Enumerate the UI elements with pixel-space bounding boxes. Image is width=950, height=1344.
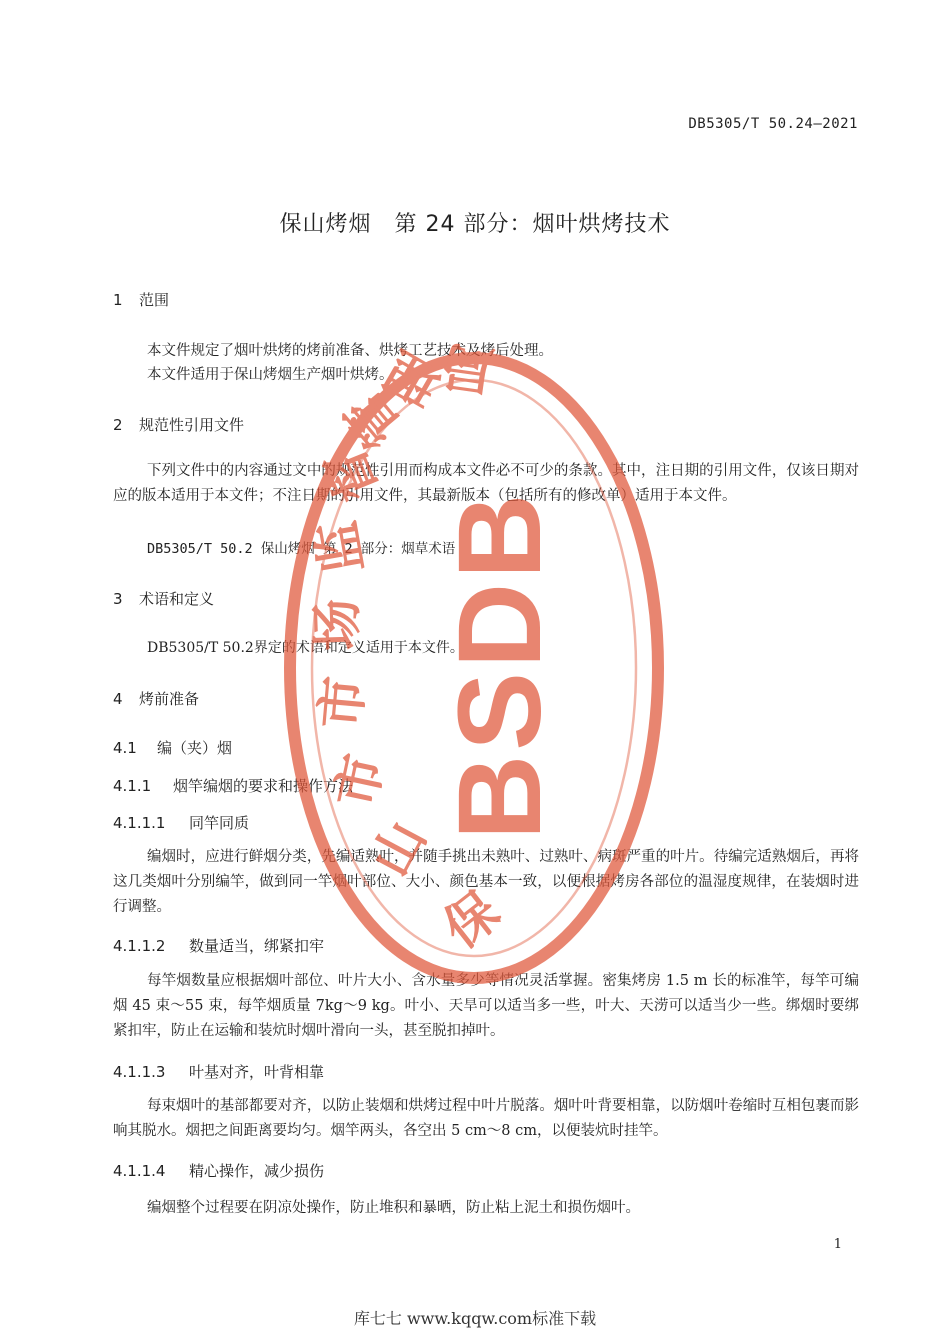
paragraph: 每束烟叶的基部都要对齐，以防止装烟和烘烤过程中叶片脱落。烟叶叶背要相靠，以防烟叶卷缩时互相包裹而影响其脱水。烟把之间距离要均匀。烟竿两头，各空出 5 cm～8 cm，以便装炕时挂竿。 (113, 1098, 859, 1139)
paragraph: 本文件适用于保山烤烟生产烟叶烘烤。 (147, 367, 394, 383)
section-number: 4.1 (113, 739, 137, 757)
section-number: 4 (113, 690, 123, 708)
subsection-4-1-1-3-heading (113, 1061, 324, 1082)
seal-char: 监 (306, 516, 375, 579)
section-2-heading (113, 414, 244, 435)
section-title: 叶基对齐，叶背相靠 (189, 1063, 325, 1081)
document-number: DB5305/T 50.24—2021 (688, 116, 858, 132)
section-number: 3 (113, 590, 123, 608)
section-title: 烤前准备 (139, 690, 200, 708)
section-3-heading (113, 588, 214, 609)
seal-char: 市 (326, 749, 396, 813)
seal-code-text: BSDB (434, 489, 566, 840)
section-number: 4.1.1.1 (113, 814, 166, 832)
paragraph: 编烟时，应进行鲜烟分类，先编适熟叶，并随手挑出未熟叶、过熟叶、病斑严重的叶片。待编完适熟烟后，再将这几类烟叶分别编竿，做到同一竿烟叶部位、大小、颜色基本一致，以便根据烤房各部位的温湿度规律，在装烟时进行调整。 (113, 849, 859, 915)
section-title: 术语和定义 (139, 590, 215, 608)
document-title: 保山烤烟 第 24 部分：烟叶烘烤技术 (279, 212, 671, 237)
section-number: 4.1.1.3 (113, 1063, 166, 1081)
paragraph: 下列文件中的内容通过文中的规范性引用而构成本文件必不可少的条款。其中，注日期的引用文件，仅该日期对应的版本适用于本文件；不注日期的引用文件，其最新版本（包括所有的修改单）适用于本文件。 (113, 463, 859, 504)
section-number: 2 (113, 416, 123, 434)
section-number: 1 (113, 291, 123, 309)
subsection-4-1-heading (113, 737, 232, 758)
subsection-4-1-1-4-heading (113, 1160, 324, 1181)
paragraph: 本文件规定了烟叶烘烤的烤前准备、烘烤工艺技术及烤后处理。 (147, 343, 553, 359)
seal-char: 督 (314, 438, 391, 510)
seal-char: 管 (334, 379, 414, 459)
section-title: 精心操作，减少损伤 (189, 1162, 325, 1180)
section-number: 4.1.1.2 (113, 937, 166, 955)
subsection-4-1-1-heading (113, 775, 353, 796)
section-1-heading (113, 289, 169, 310)
section-number: 4.1.1 (113, 777, 152, 795)
section-title: 规范性引用文件 (139, 416, 245, 434)
subsection-4-1-1-2-heading (113, 935, 324, 956)
section-4-heading (113, 688, 199, 709)
seal-char: 局 (437, 333, 498, 401)
subsection-4-1-1-1-heading (113, 812, 249, 833)
paragraph: DB5305/T 50.2界定的术语和定义适用于本文件。 (147, 640, 464, 656)
section-title: 范围 (139, 291, 170, 309)
footer-watermark: 库七七 www.kqqw.com标准下载 (353, 1309, 597, 1328)
section-number: 4.1.1.4 (113, 1162, 166, 1180)
seal-char: 保 (433, 880, 511, 961)
seal-char: 理 (375, 338, 451, 417)
seal-char: 场 (307, 597, 369, 652)
section-title: 编（夹）烟 (157, 739, 233, 757)
seal-char: 山 (360, 812, 438, 887)
paragraph: 每竿烟数量应根据烟叶部位、叶片大小、含水量多少等情况灵活掌握。密集烤房 1.5 m 长的标准竿，每竿可编烟 45 束～55 束，每竿烟质量 7kg～9 kg。叶小、天旱可以适当多一些，叶大、天涝可以适当少一些。绑烟时要绑紧扣牢，防止在运输和装炕时烟叶滑向一头，甚至脱扣掉叶。 (113, 973, 859, 1039)
paragraph: 编烟整个过程要在阴凉处操作，防止堆积和暴晒，防止粘上泥土和损伤烟叶。 (147, 1200, 640, 1216)
section-title: 数量适当，绑紧扣牢 (189, 937, 325, 955)
reference-item: DB5305/T 50.2 保山烤烟 第 2 部分：烟草术语 (147, 541, 456, 557)
page-number: 1 (833, 1237, 842, 1252)
seal-char: 市 (311, 674, 376, 732)
section-title: 同竿同质 (189, 814, 250, 832)
section-title: 烟竿编烟的要求和操作方法 (173, 777, 354, 795)
